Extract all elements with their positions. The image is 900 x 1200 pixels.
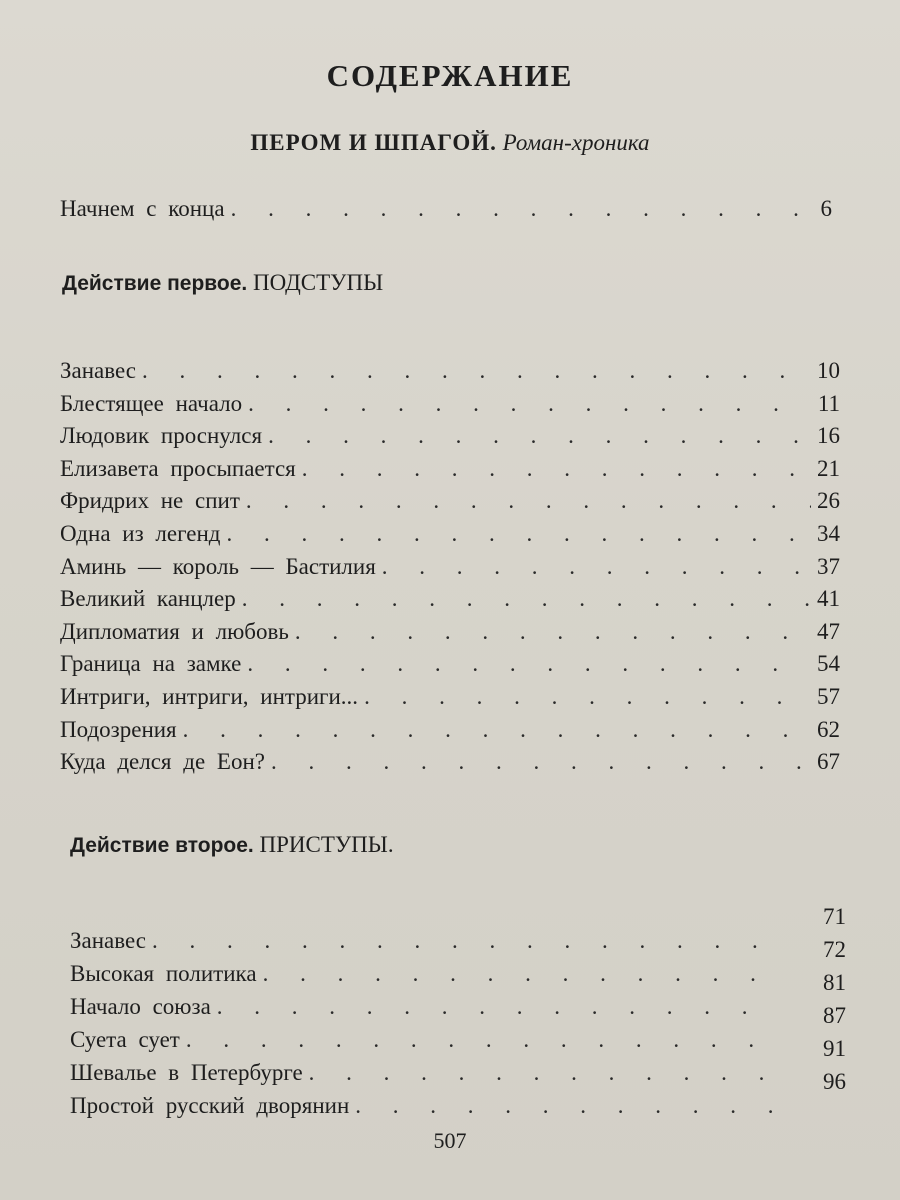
- toc-entry: [70, 1093, 782, 1119]
- toc-entry: [70, 994, 782, 1020]
- leader-dots: [142, 358, 811, 384]
- toc-entry-label: Фридрих не спит: [60, 488, 240, 514]
- toc-entry: [70, 961, 782, 987]
- section-heading-2: [70, 832, 394, 858]
- toc-entry-page: 10: [817, 358, 840, 383]
- toc-entry-label: Шевалье в Петербурге: [70, 1060, 303, 1085]
- toc-entry-label: Занавес: [60, 358, 136, 383]
- leader-dots: [248, 391, 812, 417]
- section-name: ПРИСТУПЫ.: [259, 832, 394, 857]
- toc-entry-label: Подозрения: [60, 716, 177, 742]
- toc-entry-page: 67: [817, 749, 840, 775]
- leader-dots: [309, 1060, 776, 1086]
- leader-dots: [152, 928, 776, 954]
- toc-entry-page: 91: [823, 1036, 846, 1061]
- leader-dots: [271, 749, 811, 775]
- toc-entry-page: 26: [817, 488, 840, 514]
- toc-entry: [60, 554, 840, 580]
- leader-dots: [183, 717, 811, 743]
- toc-entry: [60, 423, 840, 449]
- toc-entry-intro: [60, 196, 832, 222]
- toc-entry-label: Начнем с конца: [60, 196, 225, 221]
- toc-entry: [70, 1027, 782, 1053]
- leader-dots: [382, 554, 811, 580]
- leader-dots: [247, 651, 811, 677]
- work-genre: Роман-хроника: [502, 130, 650, 155]
- toc-entry: [60, 684, 840, 710]
- leader-dots: [295, 619, 811, 645]
- toc-entry-label: Людовик проснулся: [60, 423, 263, 449]
- toc-entry-page: 11: [817, 390, 840, 416]
- toc-entry-page: 81: [823, 970, 846, 995]
- leader-dots: [268, 423, 811, 449]
- leader-dots: [302, 456, 811, 482]
- toc-entry-label: Аминь — король — Бастилия: [60, 553, 376, 579]
- leader-dots: [355, 1093, 776, 1119]
- toc-entry-page: 34: [817, 521, 840, 546]
- toc-entry-label: Высокая политика: [70, 961, 257, 986]
- section-heading-1: [62, 270, 383, 296]
- toc-entry-page: 16: [817, 423, 840, 449]
- toc-entry-page: 87: [823, 1003, 846, 1028]
- leader-dots: [217, 994, 776, 1020]
- toc-entry-page: 21: [817, 455, 840, 481]
- toc-entry-page: 41: [817, 586, 840, 612]
- toc-entry-page: 71: [823, 904, 846, 929]
- toc-entry-page: 62: [817, 716, 840, 742]
- toc-entry-label: Начало союза: [70, 994, 211, 1019]
- leader-dots: [186, 1027, 776, 1053]
- toc-entry-page: 47: [817, 618, 840, 644]
- toc-entry-label: Елизавета просыпается: [60, 455, 296, 481]
- toc-entry-label: Блестящее начало: [60, 390, 243, 416]
- toc-entry: [70, 928, 782, 954]
- toc-entry: [60, 358, 840, 384]
- toc-entry: [60, 456, 840, 482]
- toc-entry: [60, 717, 840, 743]
- section-act: Действие второе.: [70, 834, 254, 857]
- work-heading: [0, 130, 900, 156]
- toc-entry: [60, 619, 840, 645]
- toc-entry: [70, 1060, 782, 1086]
- toc-entry-label: Занавес: [70, 928, 146, 953]
- toc-entry: [60, 521, 840, 547]
- toc-entry-page: 6: [820, 196, 832, 221]
- toc-entry-label: Интриги, интриги, интриги...: [60, 684, 359, 709]
- toc-entry-label: Суета сует: [70, 1027, 180, 1052]
- section-name: ПОДСТУПЫ: [253, 270, 384, 295]
- toc-entry-page: 72: [823, 937, 846, 962]
- toc-entry-label: Простой русский дворянин: [70, 1093, 350, 1118]
- toc-entry-page: 54: [817, 651, 840, 677]
- toc-entry: [60, 651, 840, 677]
- toc-entry: [60, 749, 840, 775]
- work-name: ПЕРОМ И ШПАГОЙ.: [250, 130, 497, 155]
- page-title: СОДЕРЖАНИЕ: [326, 58, 574, 93]
- leader-dots: [364, 684, 811, 710]
- toc-entry: [60, 488, 840, 514]
- toc-entry-page: 37: [817, 553, 840, 579]
- toc-entry: [60, 586, 840, 612]
- toc-entry-page: 96: [823, 1069, 846, 1094]
- toc-entry-label: Великий канцлер: [60, 586, 236, 612]
- leader-dots: [231, 196, 815, 222]
- page-number: 507: [433, 1128, 467, 1153]
- toc-entry-page: 57: [817, 684, 840, 709]
- leader-dots: [226, 521, 811, 547]
- section-act: Действие первое.: [62, 272, 248, 295]
- toc-entry-label: Дипломатия и любовь: [60, 618, 289, 644]
- toc-entry-label: Одна из легенд: [60, 521, 221, 546]
- toc-entry-label: Граница на замке: [60, 651, 242, 677]
- toc-entry-label: Куда делся де Еон?: [60, 749, 265, 775]
- leader-dots: [263, 961, 776, 987]
- leader-dots: [242, 586, 811, 612]
- leader-dots: [246, 488, 811, 514]
- toc-entry: [60, 391, 840, 417]
